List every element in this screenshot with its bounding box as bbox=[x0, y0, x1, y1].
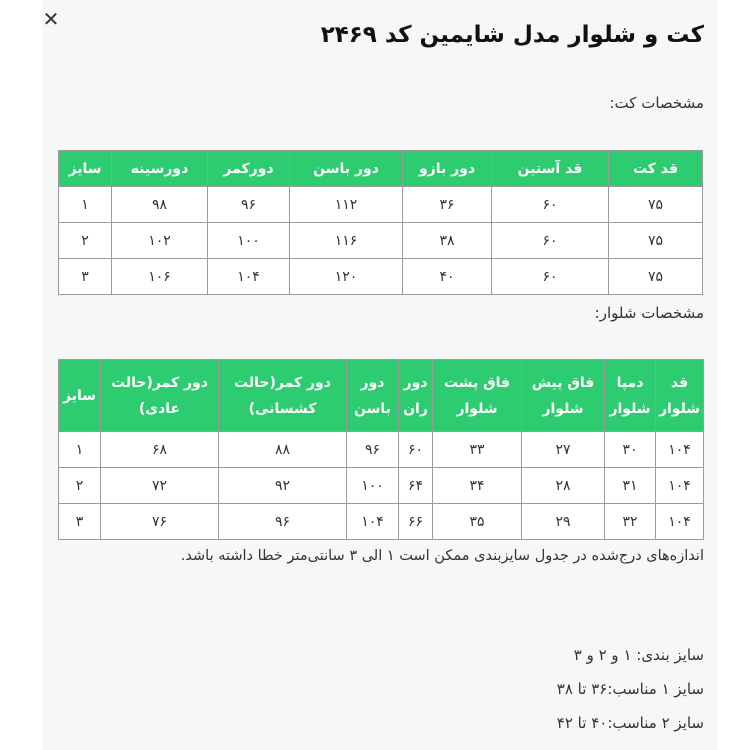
table-cell: ۶۰ bbox=[492, 187, 609, 223]
table-cell: ۱۰۴ bbox=[208, 259, 290, 295]
table-cell: ۶۰ bbox=[399, 432, 433, 468]
table-cell: ۱۰۲ bbox=[112, 223, 208, 259]
table-cell: ۲ bbox=[59, 223, 112, 259]
header-cell: دورکمر bbox=[208, 151, 290, 187]
table-row bbox=[59, 187, 703, 223]
table-cell: ۷۶ bbox=[101, 504, 219, 540]
table-cell: ۷۲ bbox=[101, 468, 219, 504]
table-cell: ۱۰۰ bbox=[347, 468, 399, 504]
pants-size-table bbox=[58, 359, 704, 540]
table-cell: ۱۰۴ bbox=[656, 432, 704, 468]
table-cell: ۱۰۶ bbox=[112, 259, 208, 295]
header-cell: دور کمر(حالت کشسانی) bbox=[219, 360, 347, 432]
header-cell: فاق پشت شلوار bbox=[433, 360, 522, 432]
table-cell: ۳۱ bbox=[605, 468, 656, 504]
table-cell: ۶۸ bbox=[101, 432, 219, 468]
table-cell: ۹۸ bbox=[112, 187, 208, 223]
table-row bbox=[59, 259, 703, 295]
table-cell: ۸۸ bbox=[219, 432, 347, 468]
header-cell: دور بازو bbox=[403, 151, 492, 187]
table-cell: ۳۳ bbox=[433, 432, 522, 468]
table-cell: ۳۶ bbox=[403, 187, 492, 223]
table-cell: ۱ bbox=[59, 187, 112, 223]
header-cell: دور ران bbox=[399, 360, 433, 432]
table-cell: ۹۶ bbox=[347, 432, 399, 468]
table-cell: ۳۸ bbox=[403, 223, 492, 259]
table-cell: ۱۱۲ bbox=[290, 187, 403, 223]
page-title: کت و شلوار مدل شایمین کد ۲۴۶۹ bbox=[320, 22, 704, 48]
table-cell: ۲۷ bbox=[522, 432, 605, 468]
size-tolerance-note: اندازه‌های درج‌شده در جدول سایزبندی ممکن است ۱ الی ۳ سانتی‌متر خطا داشته باشد. bbox=[180, 548, 704, 564]
table-cell: ۳۰ bbox=[605, 432, 656, 468]
table-row bbox=[59, 432, 704, 468]
table-cell: ۳ bbox=[59, 259, 112, 295]
header-cell: فاق پیش شلوار bbox=[522, 360, 605, 432]
header-cell: دور کمر(حالت عادی) bbox=[101, 360, 219, 432]
header-cell: سایز bbox=[59, 151, 112, 187]
table-cell: ۲۹ bbox=[522, 504, 605, 540]
jacket-specs-heading: مشخصات کت: bbox=[609, 94, 704, 112]
table-header-row bbox=[59, 360, 704, 432]
table-cell: ۷۵ bbox=[609, 187, 703, 223]
header-cell: دورسینه bbox=[112, 151, 208, 187]
table-row bbox=[59, 468, 704, 504]
table-cell: ۱۲۰ bbox=[290, 259, 403, 295]
table-cell: ۶۰ bbox=[492, 259, 609, 295]
table-cell: ۹۲ bbox=[219, 468, 347, 504]
header-cell: قد کت bbox=[609, 151, 703, 187]
size-2-fit-line: سایز ۲ مناسب:۴۰ تا ۴۲ bbox=[556, 714, 704, 732]
pants-specs-heading: مشخصات شلوار: bbox=[594, 304, 704, 322]
close-icon[interactable]: ✕ bbox=[42, 7, 60, 31]
table-cell: ۱۰۰ bbox=[208, 223, 290, 259]
table-row bbox=[59, 504, 704, 540]
table-cell: ۳۲ bbox=[605, 504, 656, 540]
table-cell: ۳ bbox=[59, 504, 101, 540]
table-cell: ۹۶ bbox=[219, 504, 347, 540]
table-header-row bbox=[59, 151, 703, 187]
table-cell: ۷۵ bbox=[609, 259, 703, 295]
header-cell: دور باسن bbox=[290, 151, 403, 187]
table-cell: ۶۴ bbox=[399, 468, 433, 504]
table-cell: ۲ bbox=[59, 468, 101, 504]
table-cell: ۳۵ bbox=[433, 504, 522, 540]
table-cell: ۱ bbox=[59, 432, 101, 468]
header-cell: دور باسن bbox=[347, 360, 399, 432]
table-cell: ۴۰ bbox=[403, 259, 492, 295]
table-cell: ۹۶ bbox=[208, 187, 290, 223]
table-cell: ۱۱۶ bbox=[290, 223, 403, 259]
table-cell: ۱۰۴ bbox=[656, 468, 704, 504]
header-cell: قد شلوار bbox=[656, 360, 704, 432]
header-cell: سایز bbox=[59, 360, 101, 432]
table-cell: ۶۰ bbox=[492, 223, 609, 259]
size-range-line: سایز بندی: ۱ و ۲ و ۳ bbox=[573, 646, 704, 664]
table-cell: ۶۶ bbox=[399, 504, 433, 540]
table-cell: ۱۰۴ bbox=[347, 504, 399, 540]
table-cell: ۱۰۴ bbox=[656, 504, 704, 540]
table-cell: ۲۸ bbox=[522, 468, 605, 504]
table-row bbox=[59, 223, 703, 259]
size-1-fit-line: سایز ۱ مناسب:۳۶ تا ۳۸ bbox=[556, 680, 704, 698]
header-cell: دمپا شلوار bbox=[605, 360, 656, 432]
table-cell: ۳۴ bbox=[433, 468, 522, 504]
jacket-size-table bbox=[58, 150, 703, 295]
header-cell: قد آستین bbox=[492, 151, 609, 187]
table-cell: ۷۵ bbox=[609, 223, 703, 259]
